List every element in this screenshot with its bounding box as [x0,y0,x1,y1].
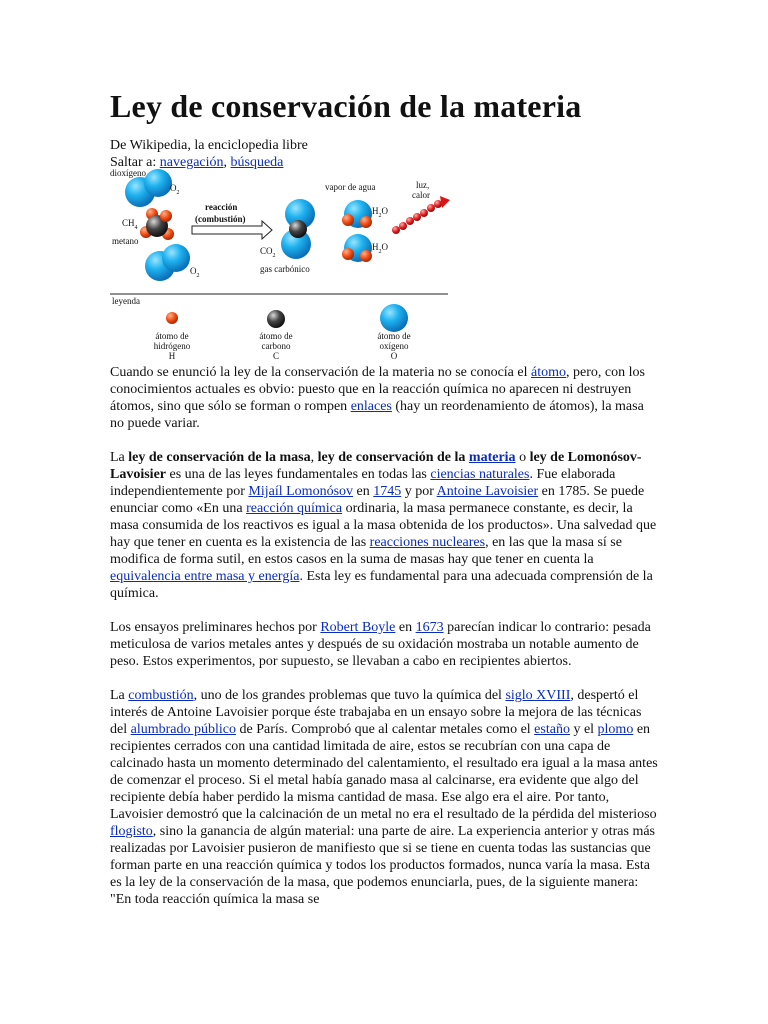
luz-label: luz, [416,180,430,190]
ch4-label: $CH_4$ [122,218,138,231]
combustion-diagram-svg [110,166,450,364]
link-robert-boyle[interactable]: Robert Boyle [320,620,396,635]
combustion-diagram [110,166,450,364]
text: , en las que la masa sí se modifica de forma sutil, en estos casos en la suma de masas hay que tener en cuenta la [110,535,622,567]
text: de París. Comprobó que al calentar metales como el [235,722,535,737]
bold-term: ley de conservación de la [317,450,469,465]
link-combustion[interactable]: combustión [128,688,194,703]
link-materia[interactable]: materia [468,450,516,465]
bold-term: ley de conservación de la masa [128,450,311,465]
page-title: Ley de conservación de la materia [110,88,582,124]
legend-oxygen-line1: átomo de [377,331,411,341]
text: parecían indicar lo contrario: pesada meticulosa de varios metales antes y después de su oxidación mostraba un notable aumento de peso. Estos experimentos, por supuesto, se llevaban a cabo en recipientes abiertos. [110,620,651,669]
text: , despertó el interés de Antoine Lavoisier porque éste trabajaba en un ensayo sobre la mejora de las técnicas del [110,688,642,737]
text: o [515,450,530,465]
oxygen-atom [144,169,172,197]
dioxigeno-label: dioxígeno [110,168,146,178]
link-atomo[interactable]: átomo [531,365,566,380]
legend-oxygen-atom [380,304,408,332]
o2-bottom-label: $O_2$ [190,266,200,279]
text: , sino la ganancia de algún material: una parte de aire. La experiencia anterior y otras más realizadas por Lavoisier pusieron de manifiesto que si se tiene en cuenta todas las sustancias que forman parte en una reacción química y todos los productos formados, nunca varía la masa. Esta es la ley de la conservación de la masa, que podemos enunciarla, pues, de la siguiente manera: "En toda reacción química la masa se [110,824,655,907]
text: . Esta ley es fundamental para una adecuada comprensión de la química. [110,569,653,601]
article-body [110,364,658,925]
text: en 1785. Se puede enunciar como «En una [110,484,645,516]
link-ciencias-naturales[interactable]: ciencias naturales [430,467,530,482]
legend-hydrogen-atom [166,312,178,324]
text: . Fue elaborada independientemente por [110,467,616,499]
oxygen-atom [162,244,190,272]
skip-separator: , [223,155,231,170]
link-reacciones-nucleares[interactable]: reacciones nucleares [369,535,486,550]
text: La [110,688,129,703]
hydrogen-atom [342,248,354,260]
legend-oxygen-symbol: O [390,351,398,361]
text: en [395,620,416,635]
legend-oxygen-line2: oxígeno [379,341,409,351]
text: , uno de los grandes problemas que tuvo la química del [193,688,506,703]
gas-carbonico-label: gas carbónico [260,264,310,274]
link-lomonosov[interactable]: Mijaíl Lomonósov [248,484,354,499]
paragraph [110,687,658,908]
link-lavoisier[interactable]: Antoine Lavoisier [436,484,539,499]
vapor-label: vapor de agua [325,182,376,192]
paragraph [110,449,658,602]
legend-hydrogen-symbol: H [168,351,176,361]
link-1673[interactable]: 1673 [415,620,444,635]
link-reaccion-quimica[interactable]: reacción química [246,501,343,516]
text: (hay un reordenamiento de átomos), la masa no puede variar. [110,399,644,431]
light-heat-wave-icon [392,196,450,234]
text: en [353,484,374,499]
leyenda-label: leyenda [112,296,140,306]
h2o-top-label: $H_2O$ [372,206,388,219]
skip-prefix: Saltar a: [110,155,160,170]
paragraph [110,364,658,432]
text: Cuando se enunció la ley de la conservación de la materia no se conocía el [110,365,531,380]
search-link[interactable]: búsqueda [230,155,284,170]
hydrogen-atom [360,250,372,262]
source-line: De Wikipedia, la enciclopedia libre [110,138,308,153]
legend-carbon-symbol: C [272,351,280,361]
link-plomo[interactable]: plomo [597,722,634,737]
link-equivalencia-masa-energia[interactable]: equivalencia entre masa y energía [110,569,300,584]
link-flogisto[interactable]: flogisto [110,824,153,839]
metano-label: metano [112,236,139,246]
link-enlaces[interactable]: enlaces [350,399,392,414]
text: y por [401,484,437,499]
text: , [310,450,318,465]
link-alumbrado-publico[interactable]: alumbrado público [130,722,236,737]
link-estano[interactable]: estaño [534,722,570,737]
co2-label: $CO_2$ [260,246,276,259]
legend-hydrogen-line1: átomo de [155,331,189,341]
text: Los ensayos preliminares hechos por [110,620,321,635]
h2o-bottom-label: $H_2O$ [372,242,388,255]
combustion-label: (combustión) [195,214,246,224]
text: , pero, con los conocimientos actuales es obvio: puesto que en la reacción química no aparecen ni destruyen átomos, sino que sólo se forman o rompen [110,365,645,414]
text: La [110,450,129,465]
legend-carbon-atom [267,310,285,328]
navigation-link[interactable]: navegación [159,155,224,170]
text: es una de las leyes fundamentales en todas las [166,467,431,482]
text: ordinaria, la masa permanece constante, es decir, la masa consumida de los reactivos es igual a la masa obtenida de los productos». Una salvedad que hay que tener en cuenta es la existencia de las [110,501,657,550]
legend-carbon-line1: átomo de [259,331,293,341]
calor-label: calor [412,190,430,200]
link-1745[interactable]: 1745 [373,484,402,499]
text: y el [569,722,598,737]
bold-term: ley de Lomonósov-Lavoisier [110,450,642,482]
o2-top-label: $O_2$ [170,183,180,196]
text: en recipientes cerrados con una cantidad limitada de aire, estos se recubrían con una capa de calcinado hasta un momento determinado del calentamiento, el resultado era igual a la masa antes de comenzar el proceso. Si el metal había ganado masa al calcinarse, era evidente que algo del recipiente debía haber perdido la misma cantidad de masa. Ese algo era el aire. Por tanto, Lavoisier demostró que la calcinación de un metal no era el resultado de la pérdida del misterioso [110,722,658,822]
hydrogen-atom [160,210,172,222]
carbon-atom [289,220,307,238]
legend-hydrogen-line2: hidrógeno [153,341,191,351]
link-siglo-xviii[interactable]: siglo XVIII [505,688,571,703]
hydrogen-atom [342,214,354,226]
legend-carbon-line2: carbono [261,341,291,351]
hydrogen-atom [360,216,372,228]
reaction-label: reacción [205,202,238,212]
paragraph [110,619,658,670]
